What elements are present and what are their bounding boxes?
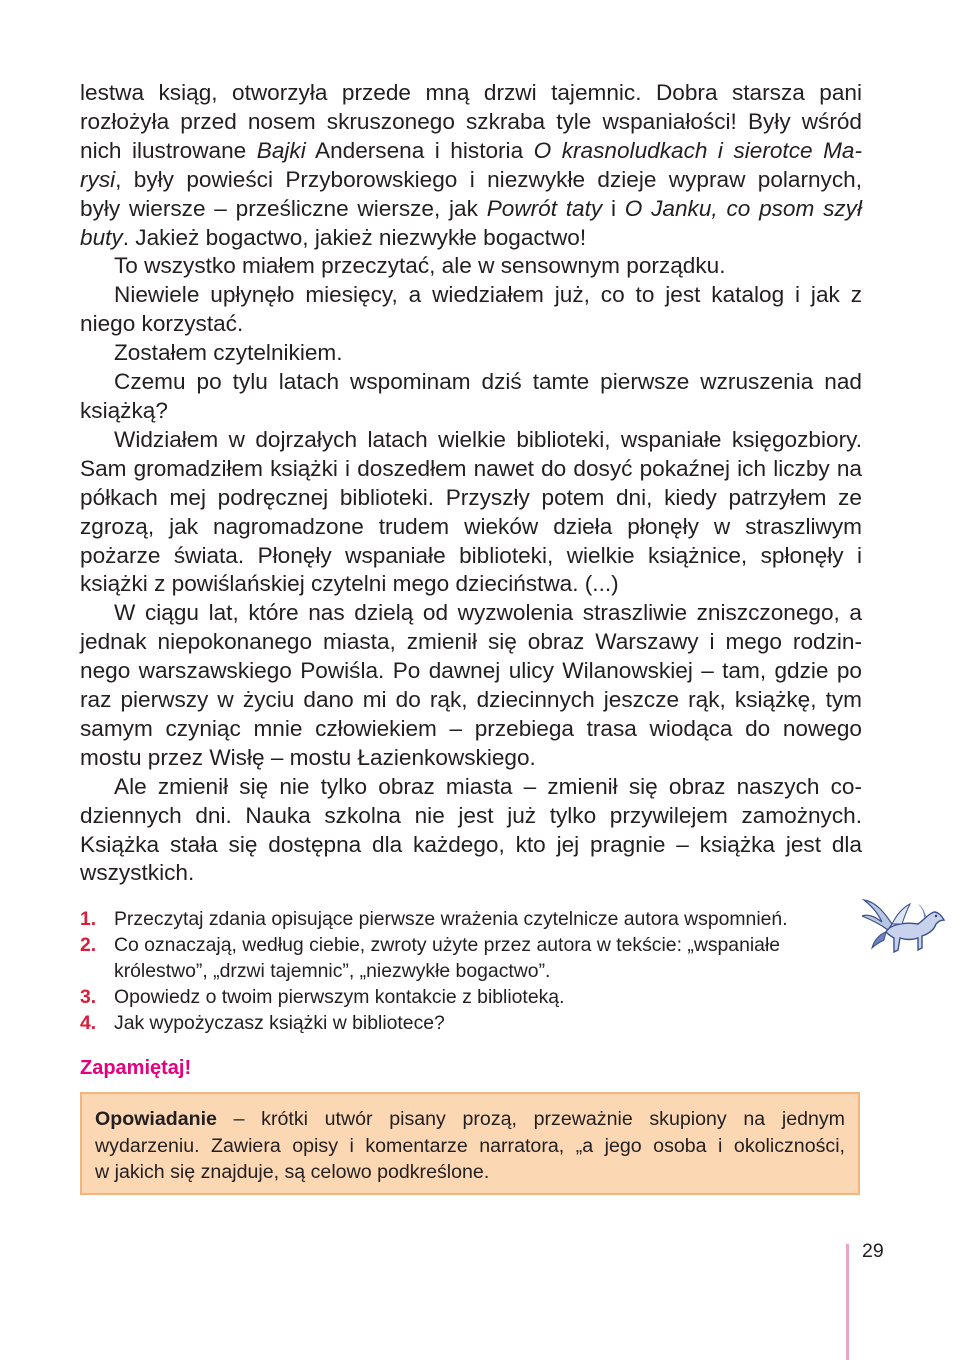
question-text: Co oznaczają, według ciebie, zwroty użyte przez autora w tekście: „wspaniałe królestwo”, „drzwi tajemnic”, „niezwykłe bogactwo”. [114,934,781,982]
definition-line-2: wydarzeniu. Zawiera opisy i komentarze narratora, „a jego osoba i okoliczności, [95,1134,845,1157]
poem-title-o-janku: O Janku, co psom szył [624,195,862,221]
paragraph-1-line-5 [80,195,862,224]
book-title-bajki: Bajki [256,137,306,163]
question-item [80,906,870,932]
definition-line-1 [95,1106,845,1133]
text-run: , były powieści Przyborowskiego i niezwykłe dzieje wypraw polarnych, [115,166,862,192]
paragraph-2: To wszystko miałem przeczytać, ale w sensownym porządku. [114,253,726,279]
question-text: Opowiedz o twoim pierwszym kontakcie z biblioteką. [114,986,565,1008]
paragraph-4: Zostałem czytelnikiem. [114,340,343,366]
book-title-krasnoludki: O krasnoludkach i sierotce Ma- [533,137,862,163]
poem-title-o-janku-end: buty [80,224,123,250]
paragraph-8: Ale zmienił się nie tylko obraz miasta – zmienił się obraz naszych co-dziennych dni. Nauka szkolna nie jest już tylko przywilejem zamożnych. Książka stała się dostępna dla każdego, kto jej pragnie – książka jest dla wszystkich. [80,773,862,886]
question-item [80,984,870,1010]
paragraph-3: Niewiele upłynęło miesięcy, a wiedziałem już, co to jest katalog i jak z niego korzystać. [80,282,862,337]
text-run: i [602,195,625,221]
definition-term: Opowiadanie [95,1108,217,1130]
paragraph-5: Czemu po tylu latach wspominam dziś tamte pierwsze wzruszenia nad książką? [80,369,862,423]
reading-text [80,79,862,888]
definition-box [80,1092,860,1195]
question-item [80,1010,870,1036]
paragraph-1-line-3 [80,137,862,166]
question-text: Przeczytaj zdania opisujące pierwsze wrażenia czytelnicze autora wspomnień. [114,908,788,930]
paragraph-1-line-4 [80,166,862,195]
text-run: Andersena i historia [305,137,534,163]
question-number: 3. [80,986,97,1008]
text-run: . Jakież bogactwo, jakież niezwykłe bogactwo! [122,224,587,250]
pegasus-icon [862,894,946,960]
text-run: były wiersze – prześliczne wiersze, jak [80,195,487,221]
paragraph-6: Widziałem w dojrzałych latach wielkie biblioteki, wspaniałe księgozbiory. Sam gromadziłem książki i doszedłem nawet do dosyć pokaźnej ich liczby na półkach mej podręcznej biblioteki. Przyszły potem dni, kiedy patrzyłem ze zgrozą, jak nagromadzone trudem wieków dzieła płonęły w straszliwym pożarze świata. Płonęły wspaniałe biblioteki, wielkie książnice, spłonęły i książki z powiślańskiej czytelni mego dzieciństwa. (...) [80,426,862,597]
paragraph-1-line-6 [80,224,862,253]
paragraph-7: W ciągu lat, które nas dzielą od wyzwolenia straszliwie zniszczonego, a jednak niepokonanego miasta, zmienił się obraz Warszawy i mego rodzin-nego warszawskiego Powiśla. Po dawnej ulicy Wilanowskiej – tam, gdzie po raz pierwszy w życiu dano mi do rąk, dziecinnych jeszcze rąk, książkę, tym samym czyniąc mnie człowiekiem – przebiega trasa wiodąca do nowego mostu przez Wisłę – mostu Łazienkowskiego. [80,600,862,770]
question-number: 1. [80,908,97,930]
question-list [80,906,870,1036]
definition-text: – krótki utwór pisany prozą, przeważnie skupiony na jednym [216,1108,845,1130]
book-title-krasnoludki-end: rysi [80,166,116,192]
page-number: 29 [862,1240,884,1262]
question-number: 2. [80,934,97,956]
text-run: nich ilustrowane [80,137,257,163]
question-number: 4. [80,1012,97,1034]
question-item [80,932,870,984]
margin-bar [846,1244,849,1360]
paragraph-1-line-2: rozłożyła przed nosem skruszonego szkraba tyle wspaniałości! Były wśród [80,108,862,134]
remember-heading: Zapamiętaj! [80,1057,192,1079]
question-text: Jak wypożyczasz książki w bibliotece? [114,1012,445,1034]
poem-title-powrot-taty: Powrót taty [486,195,603,221]
paragraph-1 [80,79,862,252]
paragraph-1-line-1: lestwa ksiąg, otworzyła przede mną drzwi tajemnic. Dobra starsza pani [80,80,862,105]
definition-line-3: w jakich się znajduje, są celowo podkreślone. [95,1161,490,1184]
